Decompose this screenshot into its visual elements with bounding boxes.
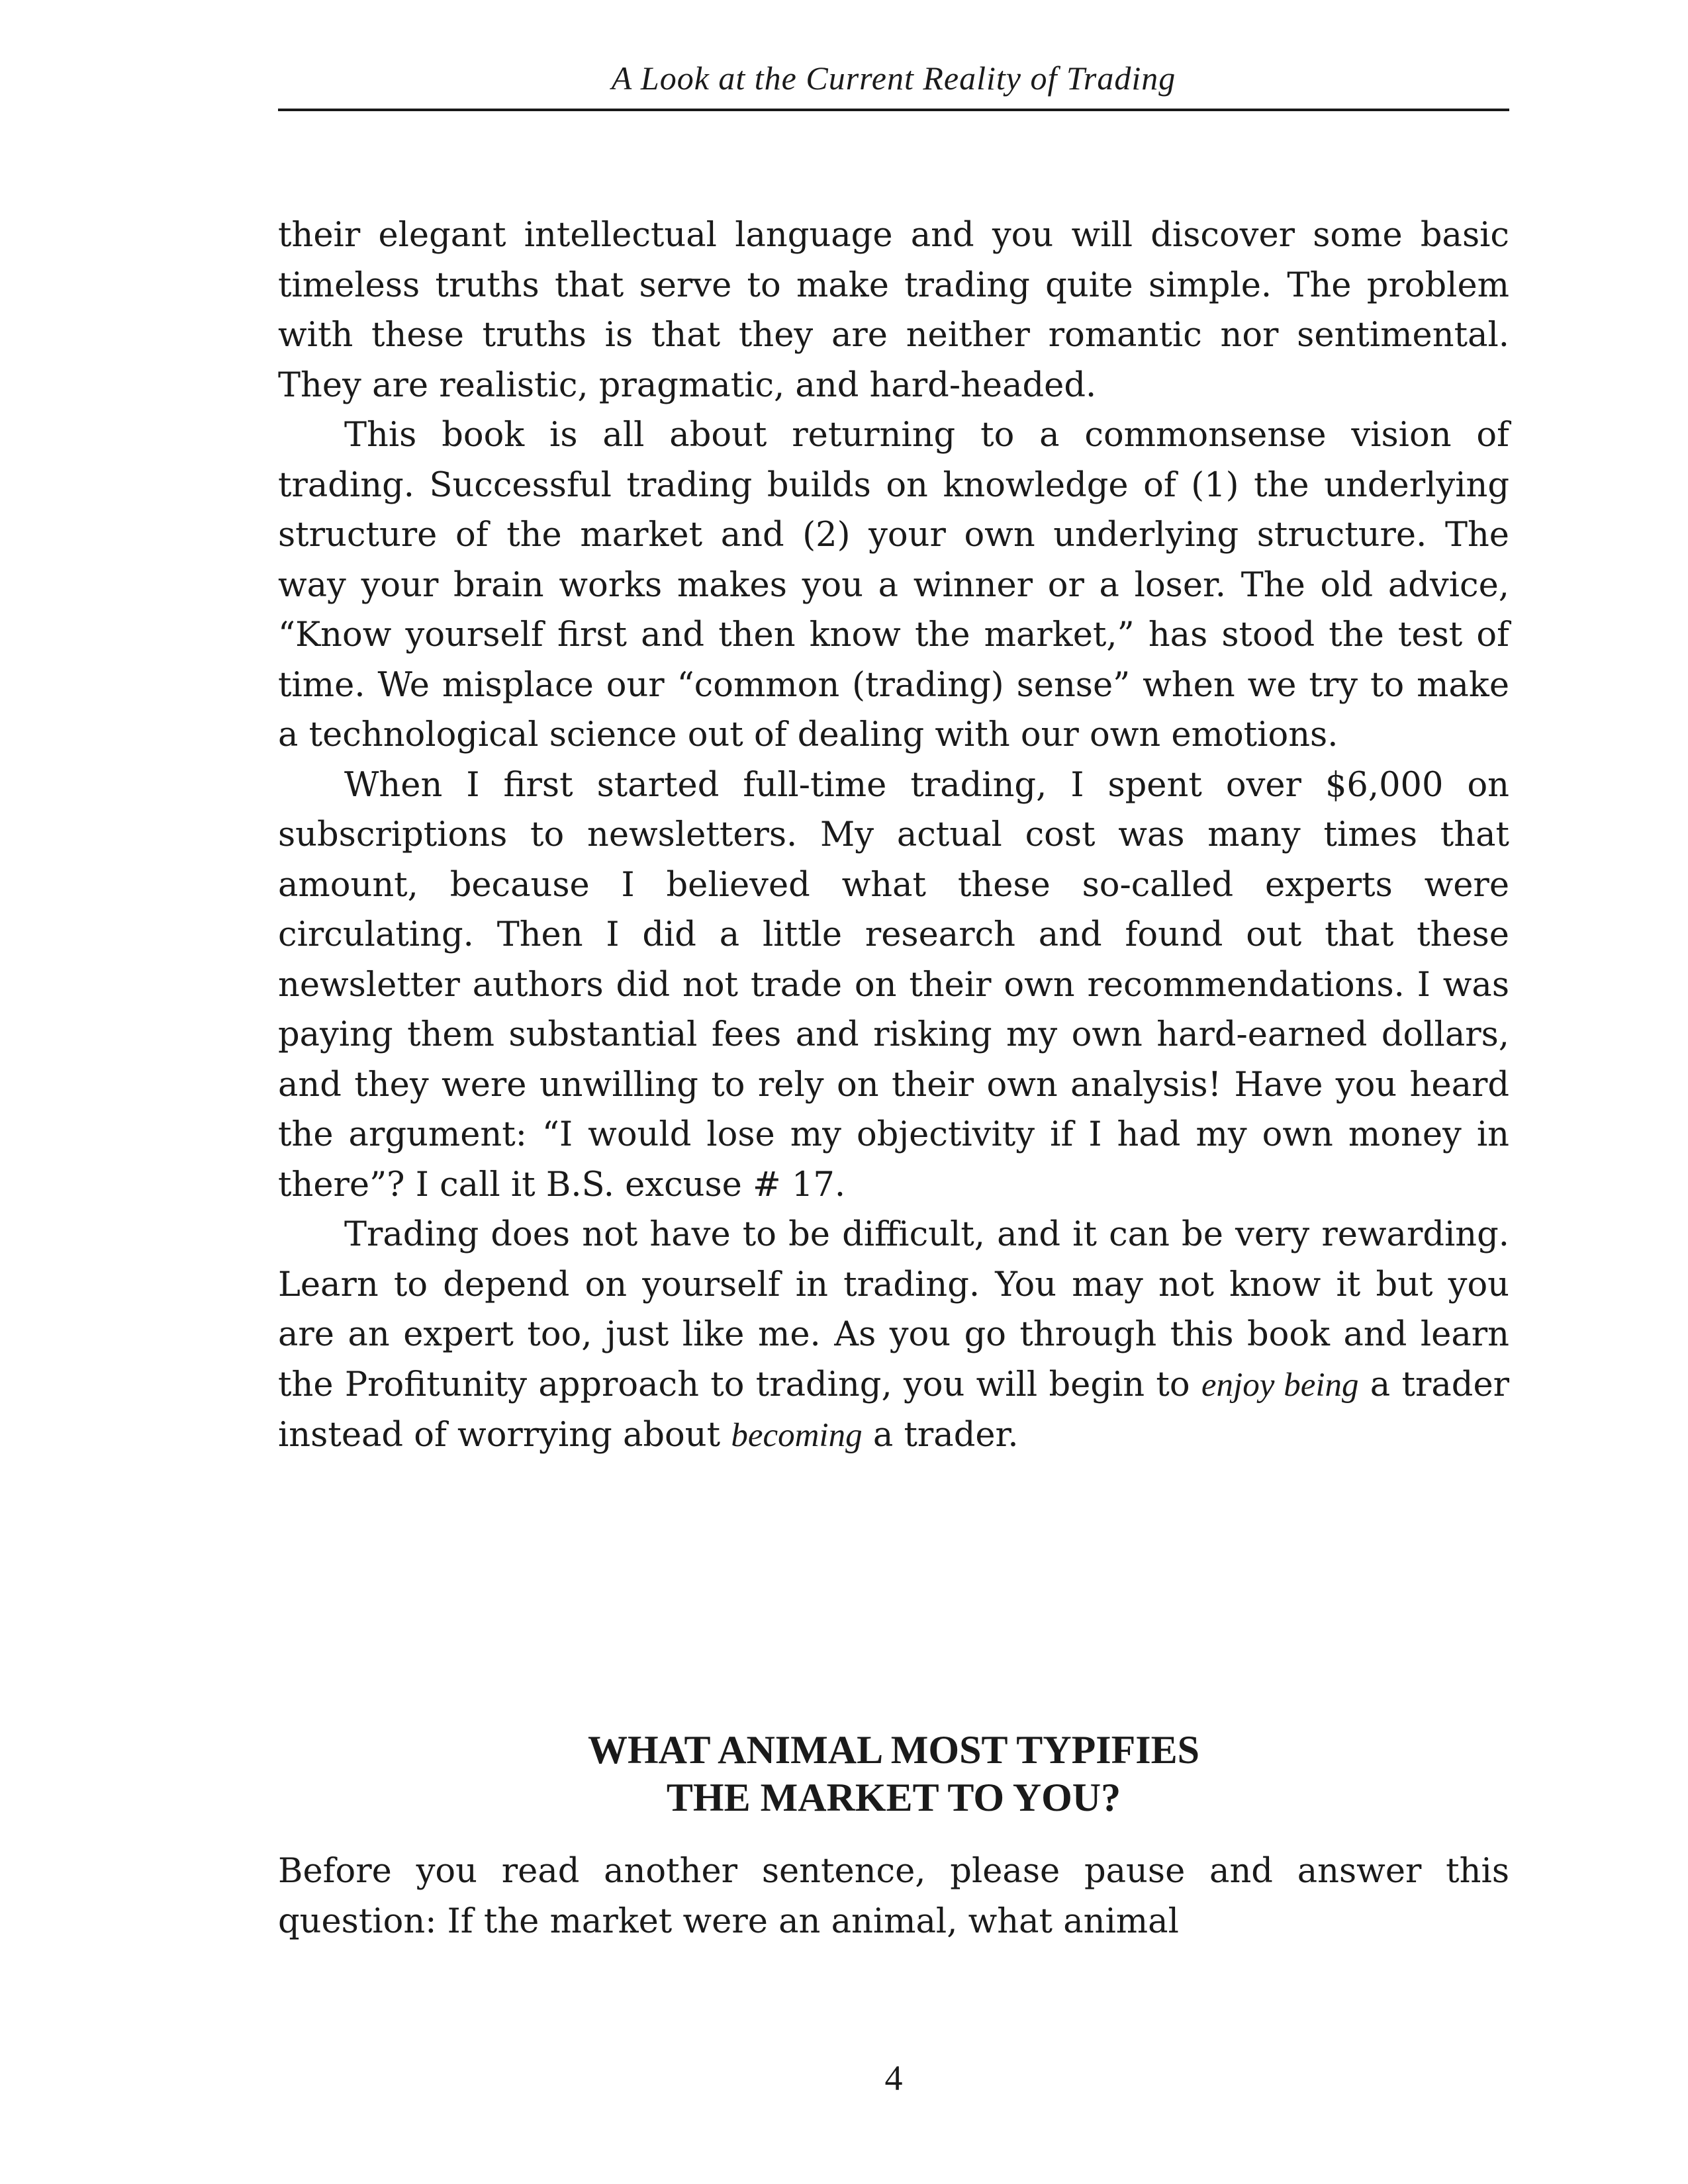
paragraph-4-part1: Trading does not have to be difficult, and it can be very rewarding. Learn to depend on yourself in trading. You may not know it but you are an expert too, just like me. As you go through this book and learn the Profitunity approach to trading, you will begin to [278, 1215, 1509, 1404]
section-heading-line1: WHAT ANIMAL MOST TYPIFIES [587, 1728, 1200, 1772]
page-number: 4 [884, 2058, 903, 2098]
paragraph-4-part3: a trader. [862, 1416, 1019, 1455]
section-body [278, 1846, 1509, 1946]
running-head: A Look at the Current Reality of Trading [611, 60, 1176, 97]
section-paragraph-1: Before you read another sentence, please pause and answer this question: If the market were an animal, what animal [278, 1852, 1509, 1941]
emphasis-enjoy-being: enjoy being [1201, 1366, 1359, 1404]
paragraph-3: When I first started full-time trading, I spent over $6,000 on subscriptions to newsletters. My actual cost was many times that amount, because I believed what these so-called experts were circulating. Then I did a little research and found out that these newsletter authors did not trade on their own recommendations. I was paying them substantial fees and risking my own hard-earned dollars, and they were unwilling to rely on their own analysis! Have you heard the argument: “I would lose my objectivity if I had my own money in there”? I call it B.S. excuse # 17. [278, 765, 1509, 1205]
paragraph-4-part2: a trader instead of worrying about [278, 1365, 1509, 1455]
emphasis-becoming: becoming [731, 1417, 863, 1454]
paragraph-4 [278, 1210, 1509, 1461]
paragraph-1: their elegant intellectual language and you will discover some basic timeless truths that serve to make trading quite simple. The problem with these truths is that they are neither romantic nor sentimental. They are realistic, pragmatic, and hard-headed. [278, 216, 1509, 405]
paragraph-2: This book is all about returning to a commonsense vision of trading. Successful trading builds on knowledge of (1) the underlying structure of the market and (2) your own underlying structure. The way your brain works makes you a winner or a loser. The old advice, “Know yourself first and then know the market,” has stood the test of time. We misplace our “common (trading) sense” when we try to make a technological science out of dealing with our own emotions. [278, 416, 1509, 754]
section-heading [278, 1726, 1509, 1821]
section-heading-line2: THE MARKET TO YOU? [666, 1776, 1121, 1819]
header-rule [278, 109, 1509, 111]
body-text [278, 210, 1509, 1461]
